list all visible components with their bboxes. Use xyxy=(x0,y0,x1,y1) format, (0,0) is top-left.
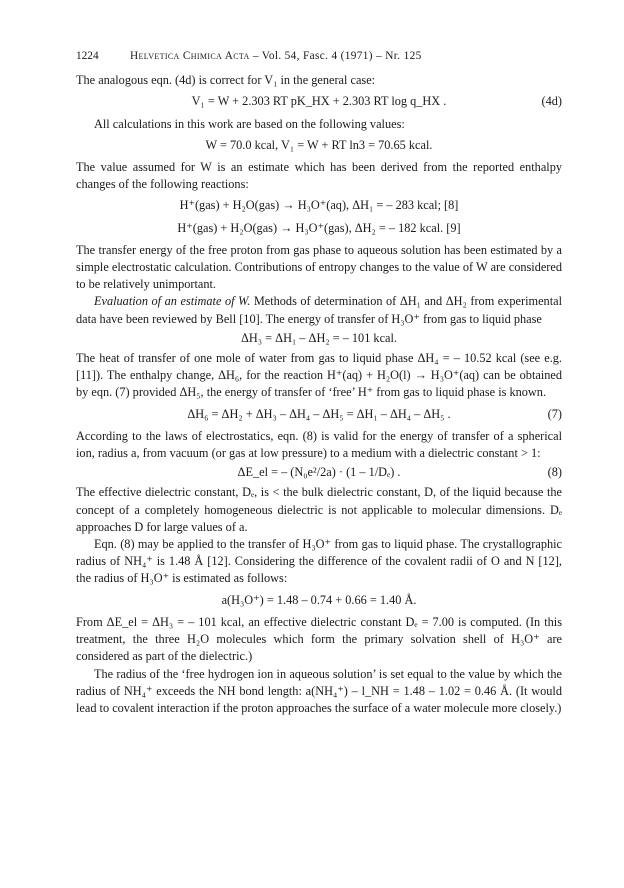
paragraph-8: The effective dielectric constant, Dₑ, is < the bulk dielectric constant, D, of the liquid because the concept of a completely homogeneous dielectric is not applicable to molecular dimensions. Dₑ approaches D for large values of a. xyxy=(76,485,562,534)
equation-7 xyxy=(76,406,562,423)
paragraph-1: The analogous eqn. (4d) is correct for V₁ in the general case: xyxy=(76,73,376,88)
paragraph-7: According to the laws of electrostatics, eqn. (8) is valid for the energy of transfer of a spherical ion, radius a, from vacuum (or gas at low pressure) to a medium with a dielectric constant > 1: xyxy=(76,428,562,461)
equation-8 xyxy=(76,464,562,481)
section-lead: Evaluation of an estimate of W. xyxy=(94,294,251,309)
paragraph-5 xyxy=(76,293,562,327)
equation-8-label: (8) xyxy=(547,465,562,480)
equation-reaction-1: H⁺(gas) + H₂O(gas) → H₃O⁺(aq), ΔH₁ = – 283 kcal; [8] xyxy=(179,198,459,213)
equation-values: W = 70.0 kcal, V₁ = W + RT ln3 = 70.65 kcal. xyxy=(205,137,433,152)
equation-4d xyxy=(76,93,562,110)
journal-reference xyxy=(130,48,562,65)
paragraph-2: All calculations in this work are based on the following values: xyxy=(94,116,405,131)
equation-reaction-2: H⁺(gas) + H₂O(gas) → H₃O⁺(gas), ΔH₂ = – 182 kcal. [9] xyxy=(177,220,461,235)
equation-radius: a(H₃O⁺) = 1.48 – 0.74 + 0.66 = 1.40 Å. xyxy=(221,592,417,607)
running-header xyxy=(76,48,562,65)
paragraph-5-text: Methods of determination of ΔH₁ and ΔH₂ from experimental data have been reviewed by Bell [10]. The energy of transfer of H₃O⁺ from gas to liquid phase xyxy=(76,294,562,326)
paragraph-4: The transfer energy of the free proton from gas phase to aqueous solution has been estimated by a simple electrostatic calculation. Contributions of entropy changes to the value of W are considered to be relatively unimportant. xyxy=(76,242,562,292)
equation-7-label: (7) xyxy=(547,406,562,421)
paragraph-10: From ΔE_el = ΔH₃ = – 101 kcal, an effective dielectric constant Dₑ = 7.00 is computed. (In this treatment, the three H₂O molecules which form the primary solvation shell of H₃O⁺ are considered as part of the dielectric.) xyxy=(76,614,562,664)
equation-7-text: ΔH₆ = ΔH₂ + ΔH₃ – ΔH₄ – ΔH₅ = ΔH₁ – ΔH₄ – ΔH₅ . xyxy=(187,406,451,421)
equation-4d-label: (4d) xyxy=(541,94,562,109)
equation-h3: ΔH₃ = ΔH₁ – ΔH₂ = – 101 kcal. xyxy=(241,330,397,345)
equation-8-text: ΔE_el = – (N₀e²/2a) · (1 – 1/Dₑ) . xyxy=(237,465,401,480)
journal-name: Helvetica Chimica Acta xyxy=(130,50,250,62)
paragraph-11: The radius of the ‘free hydrogen ion in aqueous solution’ is set equal to the value by which the radius of NH₄⁺ exceeds the NH bond length: a(NH₄⁺) – l_NH = 1.48 – 1.02 = 0.46 Å. (It would lead to covalent interaction if the proton approaches the surface of a water molecule more closely.) xyxy=(76,666,562,715)
paragraph-9: Eqn. (8) may be applied to the transfer of H₃O⁺ from gas to liquid phase. The crystallographic radius of NH₄⁺ is 1.48 Å [12]. Considering the difference of the covalent radii of O and N [12], the radius of H₃O⁺ is estimated as follows: xyxy=(76,537,562,586)
paragraph-6: The heat of transfer of one mole of water from gas to liquid phase ΔH₄ = – 10.52 kcal (see e.g. [11]). The enthalpy change, ΔH₆, for the reaction H⁺(aq) + H₂O(l) → H₃O⁺(aq) can be obtained by eqn. (7) provided ΔH₅, the energy of transfer of ‘free’ H⁺ from gas to liquid phase is known. xyxy=(76,351,562,400)
paragraph-3: The value assumed for W is an estimate which has been derived from the reported enthalpy changes of the following reactions: xyxy=(76,160,562,192)
page-number: 1224 xyxy=(76,50,99,62)
volume-info: – Vol. 54, Fasc. 4 (1971) – Nr. 125 xyxy=(252,50,422,62)
equation-4d-text: V₁ = W + 2.303 RT pK_HX + 2.303 RT log q_HX . xyxy=(191,94,447,109)
